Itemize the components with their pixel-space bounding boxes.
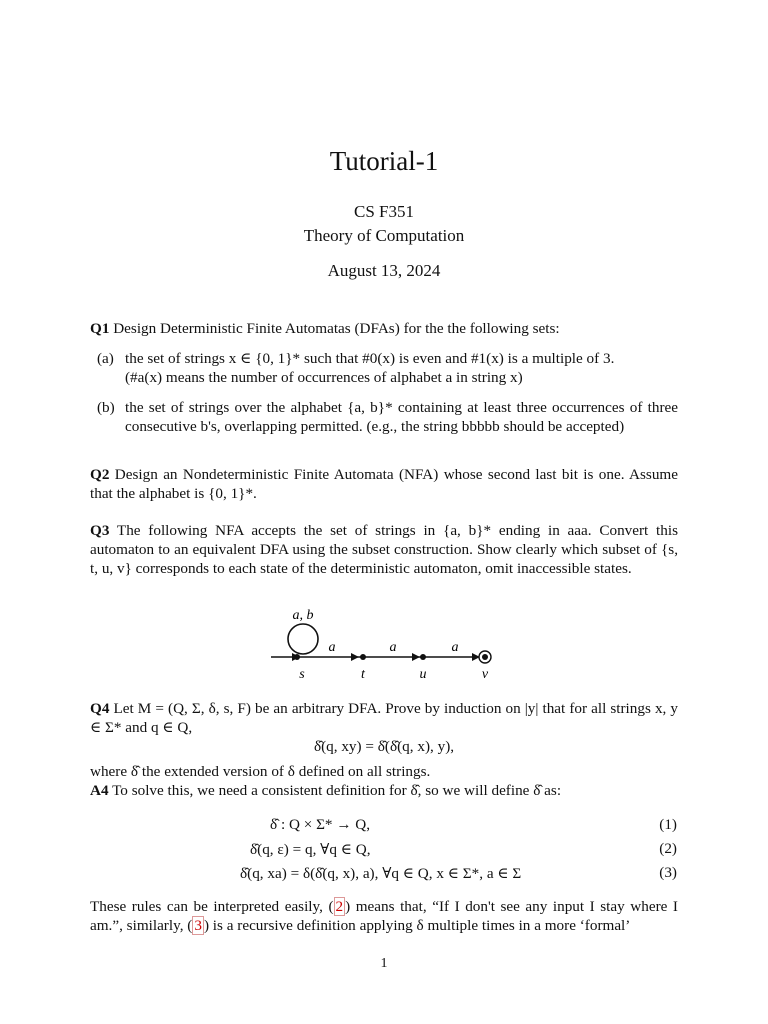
q4-equation: δ̂(q, xy) = δ̂(δ̂(q, x), y), — [313, 738, 455, 755]
q1-item-a — [97, 350, 678, 390]
document-title: Tutorial-1 — [329, 146, 439, 176]
nfa-diagram — [265, 603, 505, 683]
q1-a-line2: (#a(x) means the number of occurrences of alphabet a in string x) — [125, 368, 523, 386]
q4-text: Let M = (Q, Σ, δ, s, F) be an arbitrary DFA. Prove by induction on |y| that for all strings x, y ∈ Σ* and q ∈ Q, — [90, 700, 679, 736]
state-label-t: t — [361, 667, 365, 682]
state-label-u: u — [419, 667, 427, 682]
equation-ref-3[interactable]: 3 — [194, 916, 202, 934]
edge-label-1: a — [328, 640, 336, 655]
q4-label: Q4 — [90, 700, 110, 717]
closing-paragraph — [90, 898, 678, 936]
edge-label-2: a — [389, 640, 397, 655]
state-v-dot — [482, 654, 488, 660]
closing-part-3: ) is a recursive definition applying δ multiple times in a more ‘formal’ — [203, 916, 631, 934]
a4-text: To solve this, we need a consistent definition for δ̂, so we will define δ̂ as: — [112, 782, 562, 799]
equation-number-1: (1) — [659, 816, 677, 833]
a4-equation-1: δ̂ : Q × Σ* → Q, — [270, 816, 371, 833]
q2-paragraph — [90, 466, 678, 504]
state-t-dot — [360, 654, 366, 660]
q3-text: The following NFA accepts the set of strings in {a, b}* ending in aaa. Convert this automaton to an equivalent DFA using the subset construction. Show clearly which subset of {s, t, u, v} corresponds to each state of the deterministic automaton, omit inaccessible states. — [90, 522, 678, 577]
q2-text: Design an Nondeterministic Finite Automata (NFA) whose second last bit is one. Assume that the alphabet is {0, 1}*. — [90, 466, 678, 502]
q1-text: Design Deterministic Finite Automatas (DFAs) for the the following sets: — [113, 320, 560, 337]
q1-a-text — [125, 350, 678, 388]
q1-item-b — [97, 399, 678, 457]
closing-part-1: These rules can be interpreted easily, ( — [90, 898, 334, 915]
a4-equation-2: δ̂(q, ε) = q, ∀q ∈ Q, — [250, 841, 371, 858]
equation-ref-2[interactable]: 2 — [335, 898, 344, 915]
state-label-s: s — [299, 667, 305, 682]
q1-b-text: the set of strings over the alphabet {a, b}* containing at least three occurrences of three consecutive b's, overlapping permitted. (e.g., the string bbbbb should be accepted) — [125, 399, 678, 435]
q1-b-label: (b) — [97, 399, 115, 416]
state-label-v: v — [481, 667, 489, 682]
arrowhead-s-t — [351, 653, 359, 661]
q1-a-line1: the set of strings x ∈ {0, 1}* such that #0(x) is even and #1(x) is a multiple of 3. — [125, 350, 615, 367]
edge-label-3: a — [451, 640, 459, 655]
q1-paragraph — [90, 320, 678, 339]
a4-equation-3: δ̂(q, xa) = δ(δ̂(q, x), a), ∀q ∈ Q, x ∈ Σ*, a ∈ Σ — [240, 865, 522, 882]
q3-paragraph — [90, 522, 678, 578]
state-u-dot — [420, 654, 426, 660]
arrowhead-t-u — [412, 653, 420, 661]
document-date: August 13, 2024 — [327, 261, 441, 280]
q1-a-label: (a) — [97, 350, 114, 367]
page-number: 1 — [380, 956, 388, 971]
state-s-dot — [294, 654, 300, 660]
q2-label: Q2 — [90, 466, 110, 483]
course-code: CS F351 — [354, 202, 414, 221]
closing-part-2: ) means that, “If I don't see any input I stay where I am.”, similarly, ( — [90, 898, 678, 934]
q4-paragraph — [90, 700, 678, 738]
equation-number-2: (2) — [659, 840, 677, 857]
q3-label: Q3 — [90, 522, 110, 539]
a4-label: A4 — [90, 782, 109, 799]
loop-label: a, b — [292, 608, 314, 623]
q1-label: Q1 — [90, 320, 110, 337]
course-subject: Theory of Computation — [303, 226, 465, 245]
equation-number-3: (3) — [659, 864, 677, 881]
self-loop — [288, 624, 318, 654]
a4-paragraph — [90, 782, 678, 801]
q4-text-2: where δ̂ the extended version of δ defined on all strings. — [90, 763, 431, 780]
